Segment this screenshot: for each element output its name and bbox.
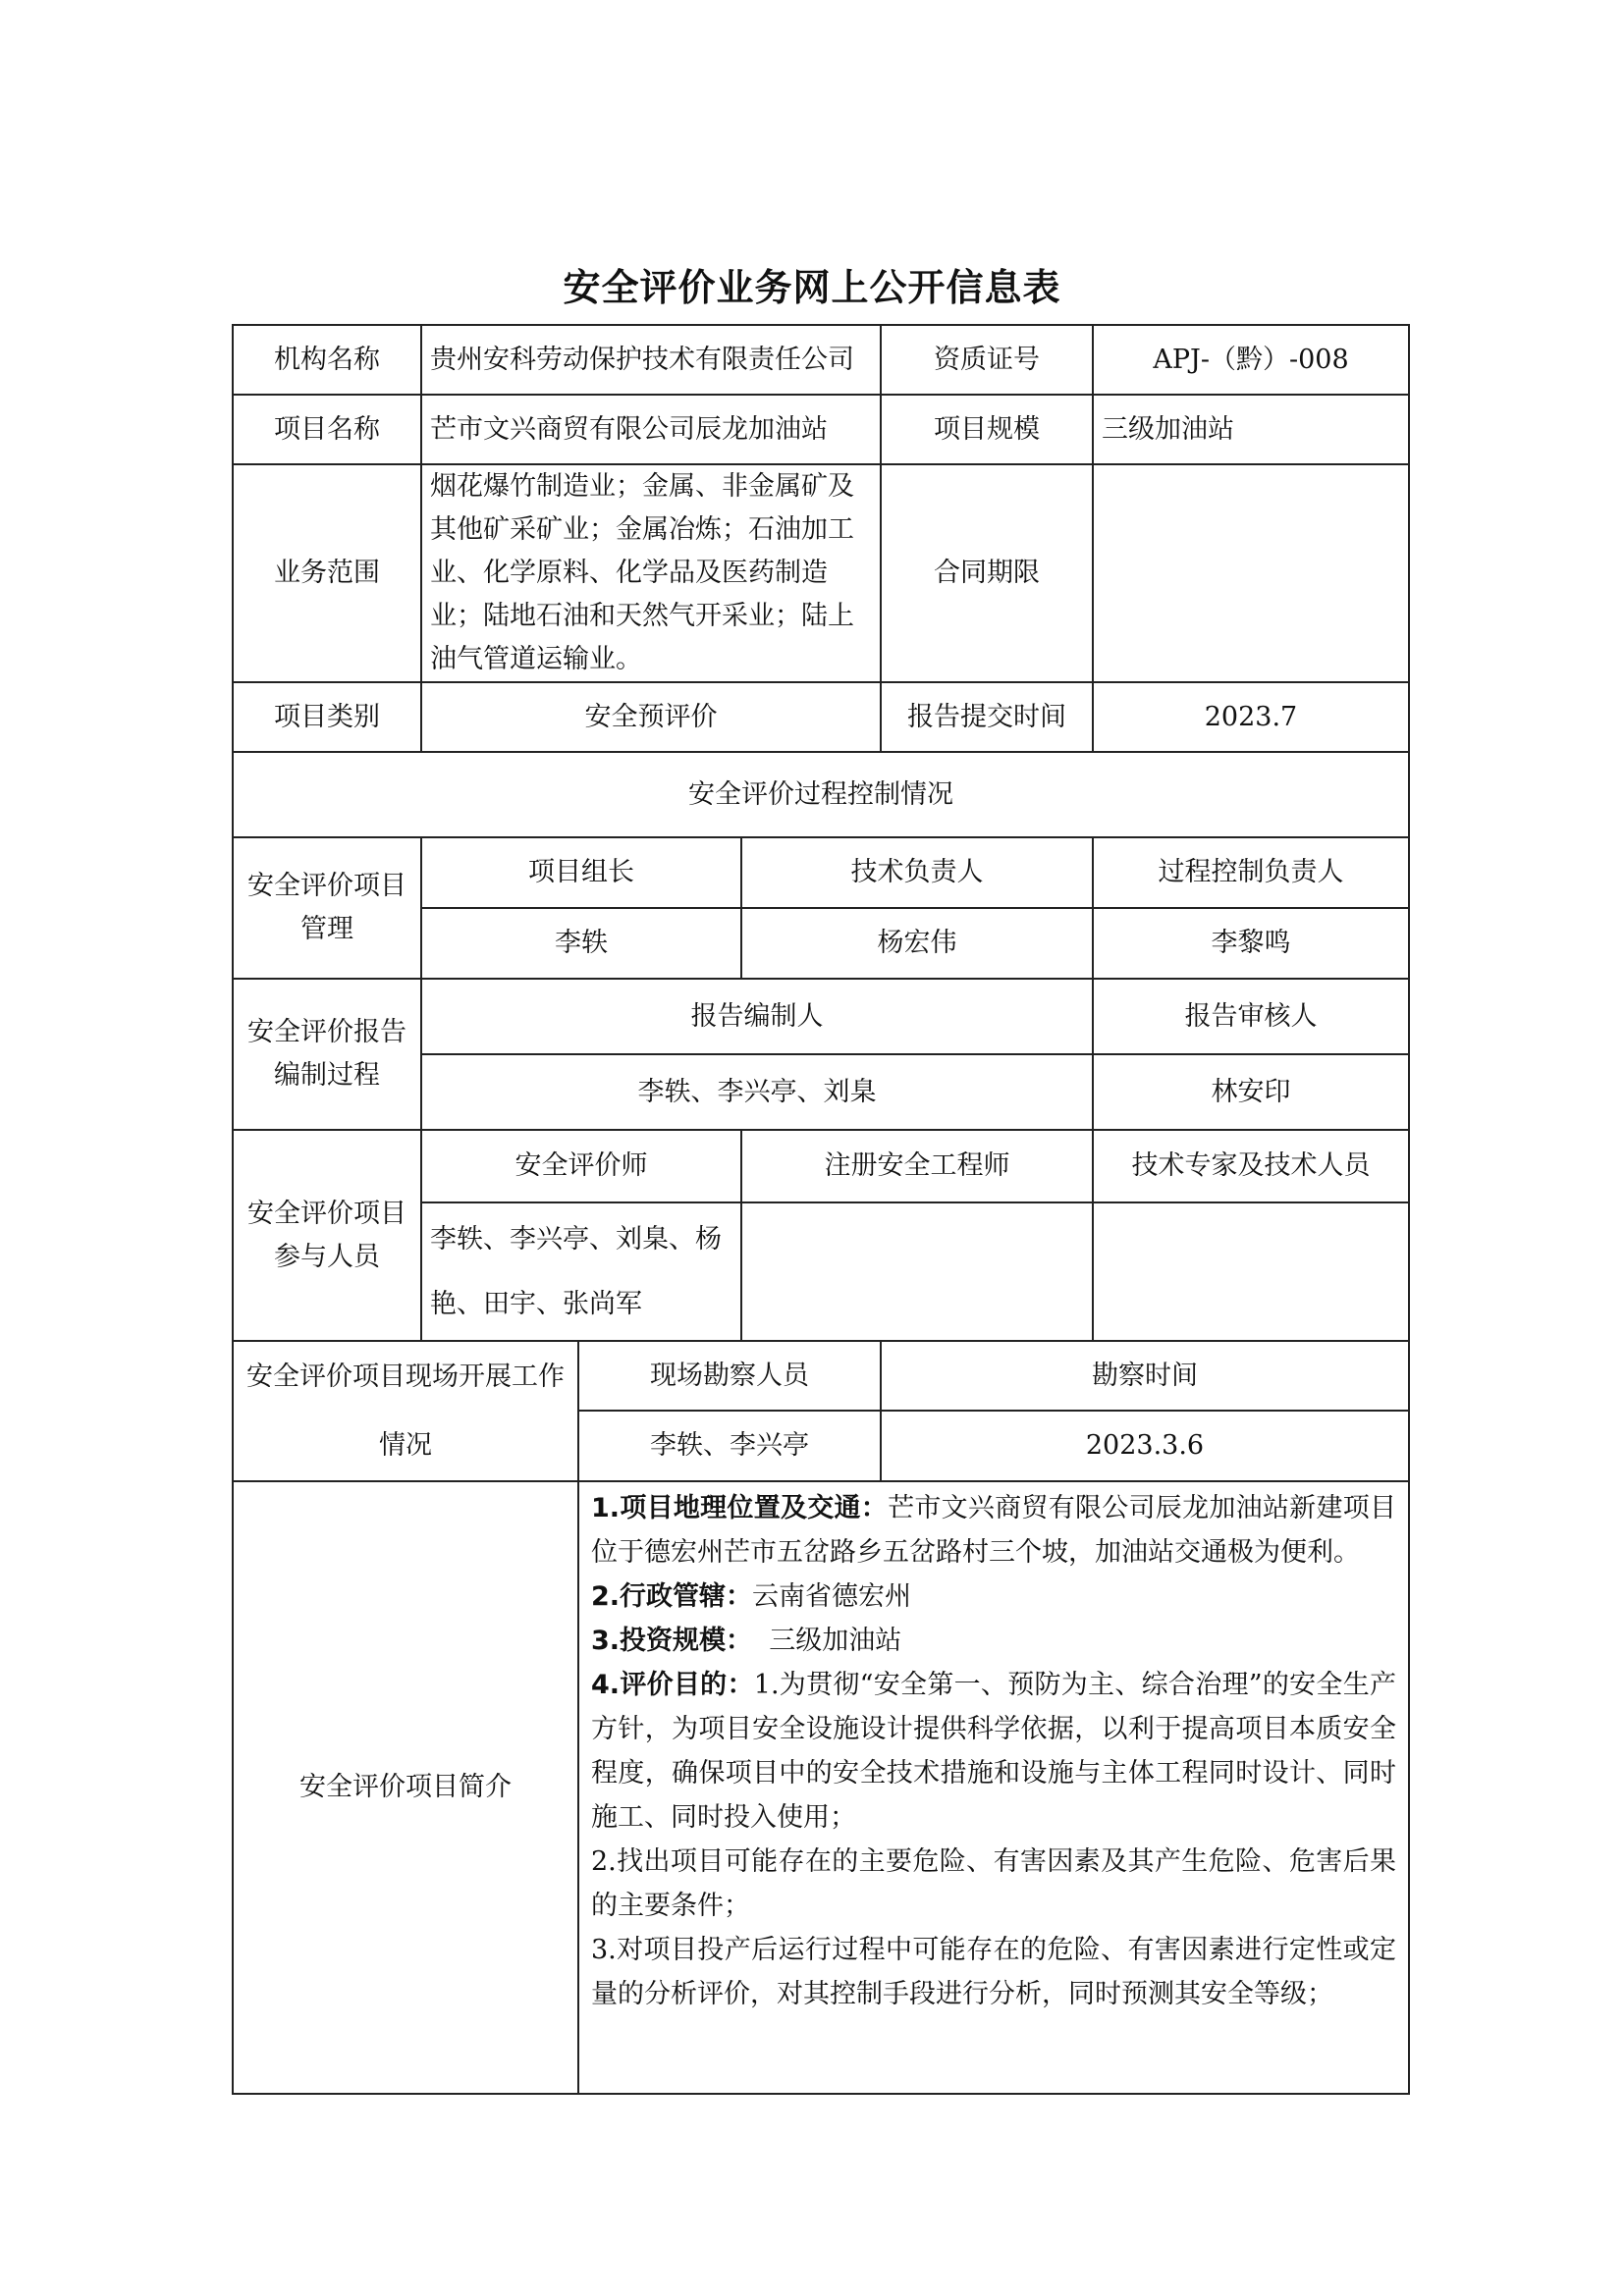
scope-label: 业务范围 — [233, 464, 421, 682]
site-header-time: 勘察时间 — [881, 1341, 1409, 1411]
intro-purpose-2: 2.找出项目可能存在的主要危险、有害因素及其产生危险、危害后果的主要条件； — [591, 1846, 1396, 1921]
report-value-reviewer: 林安印 — [1093, 1054, 1409, 1130]
mgmt-header-tech: 技术负责人 — [741, 837, 1093, 908]
report-header-author: 报告编制人 — [421, 979, 1093, 1054]
report-value-author: 李轶、李兴亭、刘臬 — [421, 1054, 1093, 1130]
report-time-value: 2023.7 — [1093, 682, 1409, 752]
project-value: 芒市文兴商贸有限公司辰龙加油站 — [421, 395, 881, 464]
site-label: 安全评价项目现场开展工作情况 — [233, 1341, 578, 1481]
org-label: 机构名称 — [233, 325, 421, 395]
org-value: 贵州安科劳动保护技术有限责任公司 — [421, 325, 881, 395]
page-title: 安全评价业务网上公开信息表 — [563, 266, 1061, 309]
staff-value-expert — [1093, 1202, 1409, 1341]
cert-value: APJ-（黔）-008 — [1093, 325, 1409, 395]
mgmt-header-control: 过程控制负责人 — [1093, 837, 1409, 908]
report-time-label: 报告提交时间 — [881, 682, 1093, 752]
report-header-reviewer: 报告审核人 — [1093, 979, 1409, 1054]
intro-purpose-3: 3.对项目投产后运行过程中可能存在的危险、有害因素进行定性或定量的分析评价，对其控制手段进行分析，同时预测其安全等级； — [591, 1935, 1396, 2009]
intro-admin: 2.行政管辖：云南省德宏州 — [591, 1581, 912, 1612]
scale-value: 三级加油站 — [1093, 395, 1409, 464]
category-value: 安全预评价 — [421, 682, 881, 752]
staff-header-engineer: 注册安全工程师 — [741, 1130, 1093, 1202]
mgmt-header-leader: 项目组长 — [421, 837, 741, 908]
site-value-people: 李轶、李兴亭 — [578, 1411, 881, 1481]
scope-value: 烟花爆竹制造业；金属、非金属矿及其他矿采矿业；金属冶炼；石油加工业、化学原料、化学品及医药制造业；陆地石油和天然气开采业；陆上油气管道运输业。 — [421, 464, 881, 682]
staff-label: 安全评价项目参与人员 — [233, 1130, 421, 1341]
process-heading: 安全评价过程控制情况 — [233, 752, 1409, 837]
staff-header-assessor: 安全评价师 — [421, 1130, 741, 1202]
mgmt-label: 安全评价项目管理 — [233, 837, 421, 979]
contract-value — [1093, 464, 1409, 682]
site-value-time: 2023.3.6 — [881, 1411, 1409, 1481]
mgmt-value-tech: 杨宏伟 — [741, 908, 1093, 979]
site-header-people: 现场勘察人员 — [578, 1341, 881, 1411]
scale-label: 项目规模 — [881, 395, 1093, 464]
intro-label: 安全评价项目简介 — [233, 1481, 578, 2094]
staff-value-assessor: 李轶、李兴亭、刘臬、杨艳、田宇、张尚军 — [421, 1202, 741, 1341]
intro-location: 1.项目地理位置及交通：芒市文兴商贸有限公司辰龙加油站新建项目位于德宏州芒市五岔路乡五岔路村三个坡，加油站交通极为便利。 — [591, 1493, 1396, 1568]
project-label: 项目名称 — [233, 395, 421, 464]
cert-label: 资质证号 — [881, 325, 1093, 395]
mgmt-value-leader: 李轶 — [421, 908, 741, 979]
info-table — [232, 324, 1408, 2095]
report-label: 安全评价报告编制过程 — [233, 979, 421, 1130]
category-label: 项目类别 — [233, 682, 421, 752]
intro-investment: 3.投资规模： 三级加油站 — [591, 1626, 902, 1656]
intro-purpose: 4.评价目的：1.为贯彻“安全第一、预防为主、综合治理”的安全生产方针，为项目安全设施设计提供科学依据，以利于提高项目本质安全程度，确保项目中的安全技术措施和设施与主体工程同时设计、同时施工、同时投入使用； — [591, 1670, 1396, 1833]
mgmt-value-control: 李黎鸣 — [1093, 908, 1409, 979]
intro-content — [578, 1481, 1409, 2094]
staff-value-engineer — [741, 1202, 1093, 1341]
staff-header-expert: 技术专家及技术人员 — [1093, 1130, 1409, 1202]
contract-label: 合同期限 — [881, 464, 1093, 682]
